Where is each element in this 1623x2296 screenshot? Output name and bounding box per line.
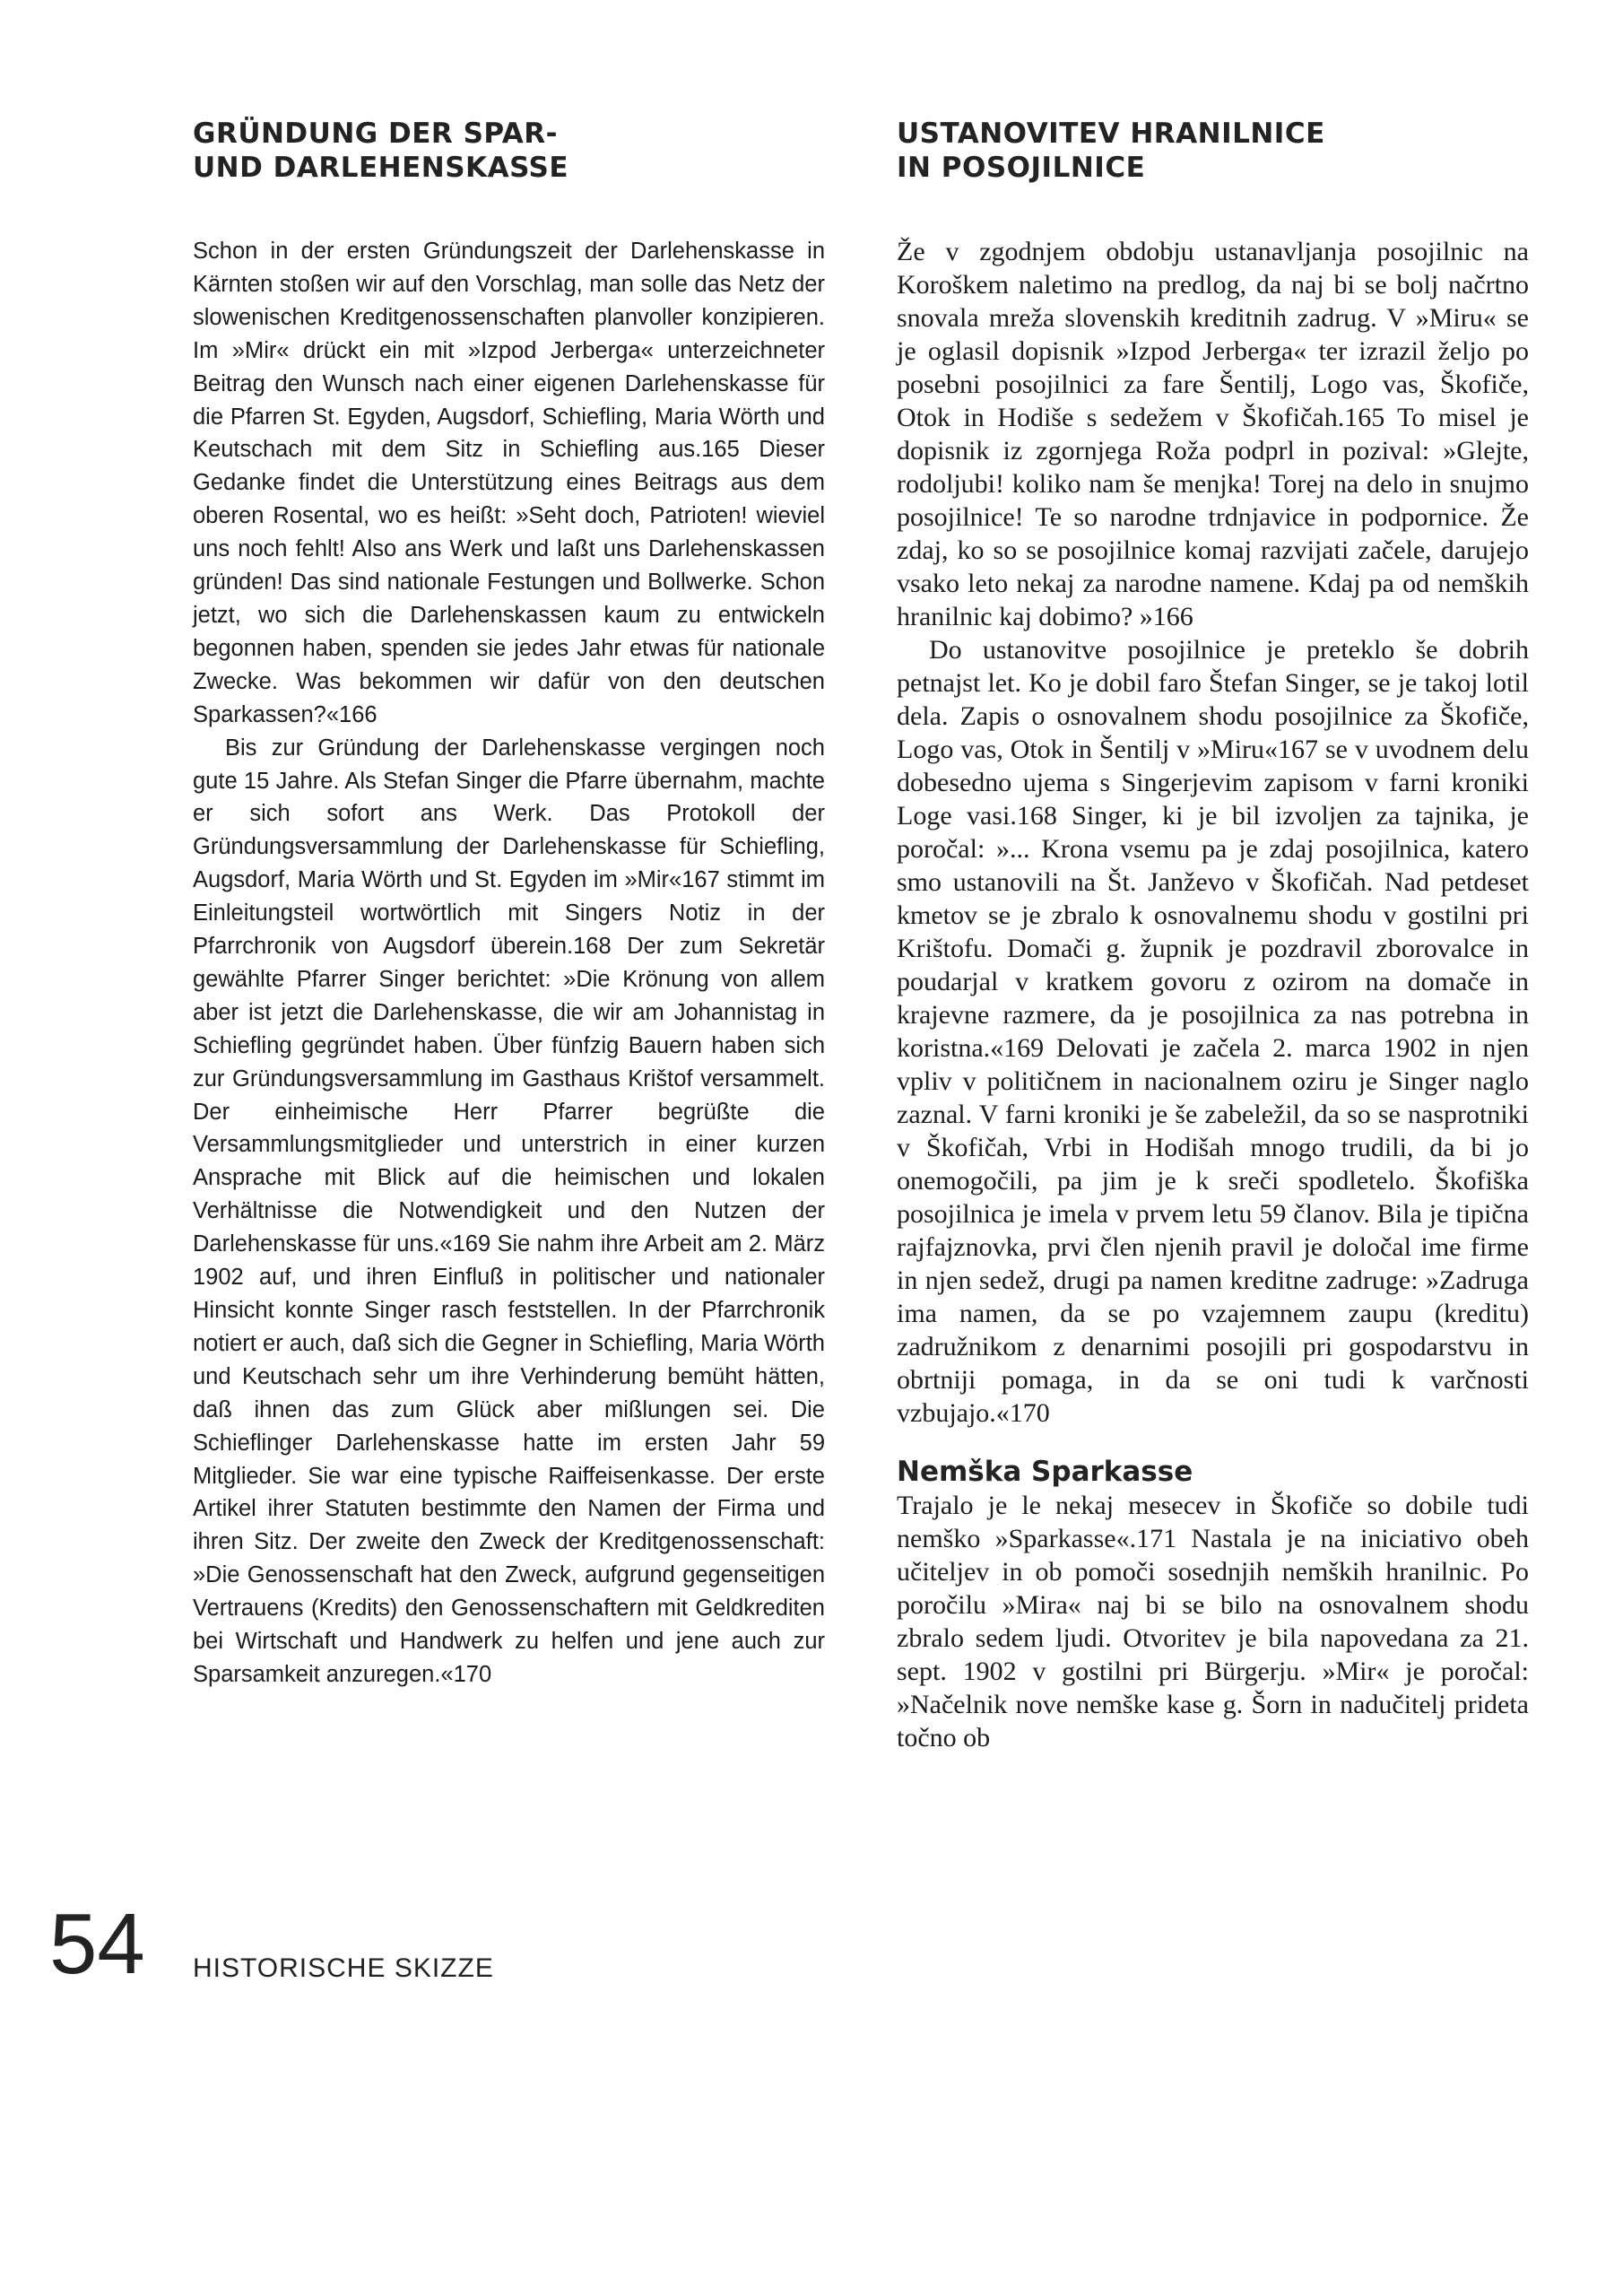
slovene-heading-line-2: IN POSOJILNICE [897,152,1146,184]
slovene-paragraph-3: Trajalo je le nekaj mesecev in Škofiče so dobile tudi nemško »Sparkasse«.171 Nastala je na iniciativo obeh učiteljev in ob pomoči sosednjih nemških hranilnic. Po poročilu »Mira« naj bi se bilo na osnovalnem shodu zbralo sedem ljudi. Otvoritev je bila napovedana za 21. sept. 1902 v gostilni pri Bürgerju. »Mir« je poročal: »Načelnik nove nemške kase g. Šorn in nadučitelj prideta točno ob [897,1491,1529,1752]
german-heading [193,117,825,185]
slovene-column [897,117,1529,1754]
german-column [193,117,825,1692]
slovene-paragraph-2: Do ustanovitve posojilnice je preteklo še dobrih petnajst let. Ko je dobil faro Štefan Singer, se je takoj lotil dela. Zapis o osnovalnem shodu posojilnice za Škofiče, Logo vas, Otok in Šentilj v »Miru«167 se v uvodnem delu dobesedno ujema s Singerjevim zapisom v farni kroniki Loge vasi.168 Singer, ki je bil izvoljen za tajnika, je poročal: »... Krona vsemu pa je zdaj posojilnica, katero smo ustanovili na Št. Janževo v Škofičah. Nad petdeset kmetov se je zbralo k osnovalnemu shodu v gostilni pri Krištofu. Domači g. župnik je pozdravil zborovalce in poudarjal v kratkem govoru z ozirom na domače in krajevne razmere, da je posojilnica za nas potrebna in koristna.«169 Delovati je začela 2. marca 1902 in njen vpliv v političnem in nacionalnem oziru je Singer naglo zaznal. V farni kroniki je še zabeležil, da so se nasprotniki v Škofičah, Vrbi in Hodišah mnogo trudili, da bi jo onemogočili, pa jim je k sreči spodletelo. Škofiška posojilnica je imela v prvem letu 59 članov. Bila je tipična rajfajznovka, prvi člen njenih pravil je določal ime firme in njen sedež, drugi pa namen kreditne zadruge: »Zadruga ima namen, da se po vzajemnem zaupu (kreditu) zadružnikom z denarnimi posojili pri gospodarstvu in obrtniji pomaga, in da se oni tudi k varčnosti vzbujajo.«170 [897,635,1529,1428]
german-body [193,235,825,1692]
slovene-paragraph-1: Že v zgodnjem obdobju ustanavljanja posojilnic na Koroškem naletimo na predlog, da naj bi se bolj načrtno snovala mreža slovenskih kreditnih zadrug. V »Miru« se je oglasil dopisnik »Izpod Jerberga« ter izrazil željo po posebni posojilnici za fare Šentilj, Logo vas, Škofiče, Otok in Hodiše s sedežem v Škofičah.165 To misel je dopisnik iz zgornjega Roža podprl in pozival: »Glejte, rodoljubi! koliko nam še menjka! Torej na delo in snujmo posojilnice! Te so narodne trdnjavice in podpornice. Že zdaj, ko so se posojilnice komaj razvijati začele, darujejo vsako leto nekaj za narodne namene. Kdaj pa od nemških hranilnic kaj dobimo? »166 [897,237,1529,631]
page-number: 54 [49,1896,145,1992]
german-paragraph-1: Schon in der ersten Gründungszeit der Darlehenskasse in Kärnten stoßen wir auf den Vorschlag, man solle das Netz der slowenischen Kreditgenossenschaften planvoller konzipieren. Im »Mir« drückt ein mit »Izpod Jerberga« unterzeichneter Beitrag den Wunsch nach einer eigenen Darlehenskasse für die Pfarren St. Egyden, Augsdorf, Schiefling, Maria Wörth und Keutschach mit dem Sitz in Schiefling aus.165 Dieser Gedanke findet die Unterstützung eines Beitrags aus dem oberen Rosental, wo es heißt: »Seht doch, Patrioten! wieviel uns noch fehlt! Also ans Werk und laßt uns Darlehenskassen gründen! Das sind nationale Festungen und Bollwerke. Schon jetzt, wo sich die Darlehenskassen kaum zu entwickeln begonnen haben, spenden sie jedes Jahr etwas für nationale Zwecke. Was bekommen wir dafür von den deutschen Sparkassen?«166 [193,239,825,727]
slovene-body [897,235,1529,1754]
german-heading-line-2: UND DARLEHENSKASSE [193,152,569,184]
running-title: HISTORISCHE SKIZZE [193,1953,494,1983]
slovene-heading [897,117,1529,185]
german-heading-line-1: GRÜNDUNG DER SPAR- [193,117,559,150]
slovene-subheading: Nemška Sparkasse [897,1456,1193,1488]
german-paragraph-2: Bis zur Gründung der Darlehenskasse vergingen noch gute 15 Jahre. Als Stefan Singer die Pfarre übernahm, machte er sich sofort ans Werk. Das Protokoll der Gründungsversammlung der Darlehenskasse für Schiefling, Augsdorf, Maria Wörth und St. Egyden im »Mir«167 stimmt im Einleitungsteil wortwörtlich mit Singers Notiz in der Pfarrchronik von Augsdorf überein.168 Der zum Sekretär gewählte Pfarrer Singer berichtet: »Die Krönung von allem aber ist jetzt die Darlehenskasse, die wir am Johannistag in Schiefling gegründet haben. Über fünfzig Bauern haben sich zur Gründungsversammlung im Gasthaus Krištof versammelt. Der einheimische Herr Pfarrer begrüßte die Versammlungsmitglieder und unterstrich in einer kurzen Ansprache mit Blick auf die heimischen und lokalen Verhältnisse die Notwendigkeit und den Nutzen der Darlehenskasse für uns.«169 Sie nahm ihre Arbeit am 2. März 1902 auf, und ihren Einfluß in politischer und nationaler Hinsicht konnte Singer rasch feststellen. In der Pfarrchronik notiert er auch, daß sich die Gegner in Schiefling, Maria Wörth und Keutschach sehr um ihre Verhinderung bemüht hätten, daß ihnen das zum Glück aber mißlungen sei. Die Schieflinger Darlehenskasse hatte im ersten Jahr 59 Mitglieder. Sie war eine typische Raiffeisenkasse. Der erste Artikel ihrer Statuten bestimmte den Namen der Firma und ihren Sitz. Der zweite den Zweck der Kreditgenossenschaft: »Die Genossenschaft hat den Zweck, aufgrund gegenseitigen Vertrauens (Kredits) den Genossenschaftern mit Geldkrediten bei Wirtschaft und Handwerk zu helfen und jene auch zur Sparsamkeit anzuregen.«170 [193,735,825,1687]
slovene-heading-line-1: USTANOVITEV HRANILNICE [897,117,1325,150]
